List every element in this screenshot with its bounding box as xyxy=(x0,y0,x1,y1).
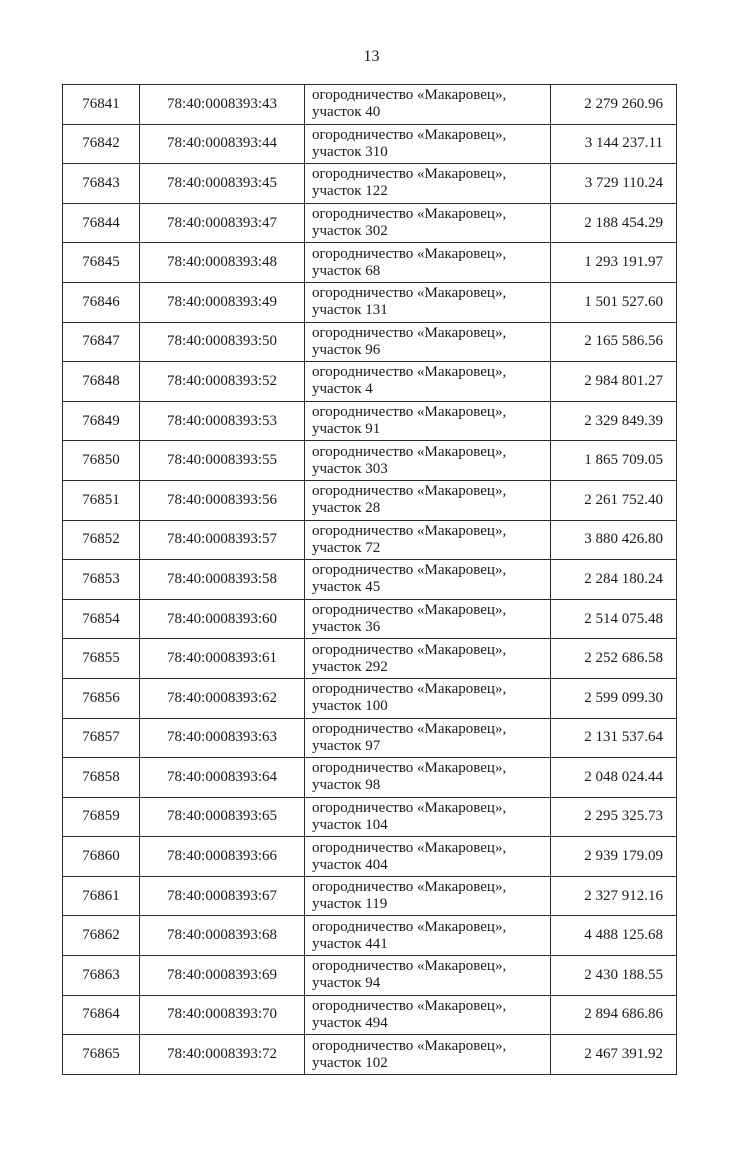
cadastral-value-cell: 2 514 075.48 xyxy=(551,599,677,639)
cadastral-value-cell: 2 279 260.96 xyxy=(551,85,677,125)
table-row xyxy=(63,837,677,877)
table-row xyxy=(63,480,677,520)
address-line-2: участок 97 xyxy=(312,737,381,754)
cadastral-number-cell: 78:40:0008393:58 xyxy=(140,560,305,600)
cadastral-value-cell: 2 284 180.24 xyxy=(551,560,677,600)
table-row xyxy=(63,797,677,837)
cadastral-value-cell: 3 729 110.24 xyxy=(551,164,677,204)
address-cell xyxy=(305,797,551,837)
row-number-cell: 76844 xyxy=(63,203,140,243)
cadastral-value-cell: 2 327 912.16 xyxy=(551,876,677,916)
address-line-1: огородничество «Макаровец», xyxy=(312,443,507,460)
table-row xyxy=(63,876,677,916)
row-number-cell: 76865 xyxy=(63,1035,140,1075)
cadastral-value-cell: 2 939 179.09 xyxy=(551,837,677,877)
address-cell xyxy=(305,876,551,916)
address-line-1: огородничество «Макаровец», xyxy=(312,285,507,302)
address-cell xyxy=(305,124,551,164)
address-line-2: участок 119 xyxy=(312,896,388,913)
address-line-2: участок 45 xyxy=(312,579,381,596)
address-cell xyxy=(305,480,551,520)
page-number: 13 xyxy=(363,48,380,65)
table-row xyxy=(63,639,677,679)
cadastral-value-cell: 4 488 125.68 xyxy=(551,916,677,956)
address-line-1: огородничество «Макаровец», xyxy=(312,602,507,619)
address-line-2: участок 68 xyxy=(312,262,381,279)
address-line-2: участок 404 xyxy=(312,856,388,873)
table-row xyxy=(63,995,677,1035)
row-number-cell: 76843 xyxy=(63,164,140,204)
cadastral-value-cell: 2 329 849.39 xyxy=(551,401,677,441)
address-line-1: огородничество «Макаровец», xyxy=(312,958,507,975)
address-cell xyxy=(305,401,551,441)
address-cell xyxy=(305,282,551,322)
cadastral-number-cell: 78:40:0008393:66 xyxy=(140,837,305,877)
row-number-cell: 76855 xyxy=(63,639,140,679)
cadastral-number-cell: 78:40:0008393:63 xyxy=(140,718,305,758)
cadastral-value-cell: 2 131 537.64 xyxy=(551,718,677,758)
address-line-1: огородничество «Макаровец», xyxy=(312,997,507,1014)
table-row xyxy=(63,124,677,164)
address-line-2: участок 4 xyxy=(312,381,373,398)
address-line-2: участок 28 xyxy=(312,500,381,517)
address-cell xyxy=(305,995,551,1035)
table-row xyxy=(63,362,677,402)
address-cell xyxy=(305,322,551,362)
address-line-1: огородничество «Макаровец», xyxy=(312,839,507,856)
row-number-cell: 76851 xyxy=(63,480,140,520)
cadastral-number-cell: 78:40:0008393:61 xyxy=(140,639,305,679)
cadastral-number-cell: 78:40:0008393:60 xyxy=(140,599,305,639)
address-cell xyxy=(305,243,551,283)
table-row xyxy=(63,678,677,718)
row-number-cell: 76856 xyxy=(63,678,140,718)
cadastral-value-cell: 2 467 391.92 xyxy=(551,1035,677,1075)
cadastral-number-cell: 78:40:0008393:62 xyxy=(140,678,305,718)
address-cell xyxy=(305,678,551,718)
table-row xyxy=(63,599,677,639)
cadastral-value-cell: 2 430 188.55 xyxy=(551,956,677,996)
address-cell xyxy=(305,758,551,798)
address-line-2: участок 94 xyxy=(312,975,381,992)
cadastral-number-cell: 78:40:0008393:50 xyxy=(140,322,305,362)
address-line-2: участок 102 xyxy=(312,1054,388,1071)
cadastral-value-cell: 1 501 527.60 xyxy=(551,282,677,322)
address-line-2: участок 441 xyxy=(312,935,388,952)
address-line-1: огородничество «Макаровец», xyxy=(312,799,507,816)
cadastral-number-cell: 78:40:0008393:67 xyxy=(140,876,305,916)
table-row xyxy=(63,560,677,600)
cadastral-number-cell: 78:40:0008393:69 xyxy=(140,956,305,996)
address-line-1: огородничество «Макаровец», xyxy=(312,364,507,381)
cadastral-value-cell: 3 880 426.80 xyxy=(551,520,677,560)
row-number-cell: 76842 xyxy=(63,124,140,164)
table-row xyxy=(63,243,677,283)
address-cell xyxy=(305,85,551,125)
row-number-cell: 76864 xyxy=(63,995,140,1035)
cadastral-number-cell: 78:40:0008393:68 xyxy=(140,916,305,956)
address-line-2: участок 36 xyxy=(312,619,381,636)
address-line-2: участок 72 xyxy=(312,539,381,556)
row-number-cell: 76858 xyxy=(63,758,140,798)
row-number-cell: 76863 xyxy=(63,956,140,996)
cadastral-value-cell: 2 261 752.40 xyxy=(551,480,677,520)
cadastral-number-cell: 78:40:0008393:48 xyxy=(140,243,305,283)
address-line-2: участок 302 xyxy=(312,223,388,240)
address-cell xyxy=(305,441,551,481)
address-cell xyxy=(305,520,551,560)
address-cell xyxy=(305,560,551,600)
cadastral-number-cell: 78:40:0008393:45 xyxy=(140,164,305,204)
cadastral-number-cell: 78:40:0008393:65 xyxy=(140,797,305,837)
address-line-1: огородничество «Макаровец», xyxy=(312,166,507,183)
cadastral-number-cell: 78:40:0008393:53 xyxy=(140,401,305,441)
address-line-2: участок 104 xyxy=(312,816,388,833)
address-line-1: огородничество «Макаровец», xyxy=(312,126,507,143)
address-cell xyxy=(305,599,551,639)
cadastral-number-cell: 78:40:0008393:57 xyxy=(140,520,305,560)
address-line-1: огородничество «Макаровец», xyxy=(312,522,507,539)
address-line-2: участок 131 xyxy=(312,302,388,319)
cadastral-number-cell: 78:40:0008393:55 xyxy=(140,441,305,481)
address-cell xyxy=(305,203,551,243)
address-line-1: огородничество «Макаровец», xyxy=(312,879,507,896)
cadastral-number-cell: 78:40:0008393:64 xyxy=(140,758,305,798)
address-line-1: огородничество «Макаровец», xyxy=(312,720,507,737)
table-row xyxy=(63,203,677,243)
address-cell xyxy=(305,1035,551,1075)
address-line-1: огородничество «Макаровец», xyxy=(312,245,507,262)
address-line-1: огородничество «Макаровец», xyxy=(312,87,507,104)
cadastral-value-cell: 2 048 024.44 xyxy=(551,758,677,798)
cadastral-value-cell: 1 865 709.05 xyxy=(551,441,677,481)
row-number-cell: 76852 xyxy=(63,520,140,560)
cadastral-value-cell: 2 188 454.29 xyxy=(551,203,677,243)
cadastral-value-cell: 2 984 801.27 xyxy=(551,362,677,402)
row-number-cell: 76862 xyxy=(63,916,140,956)
cadastral-value-cell: 2 894 686.86 xyxy=(551,995,677,1035)
row-number-cell: 76859 xyxy=(63,797,140,837)
address-line-1: огородничество «Макаровец», xyxy=(312,324,507,341)
address-line-2: участок 100 xyxy=(312,698,388,715)
row-number-cell: 76846 xyxy=(63,282,140,322)
address-line-2: участок 91 xyxy=(312,421,381,438)
row-number-cell: 76849 xyxy=(63,401,140,441)
cadastral-value-cell: 2 252 686.58 xyxy=(551,639,677,679)
address-line-1: огородничество «Макаровец», xyxy=(312,1037,507,1054)
row-number-cell: 76848 xyxy=(63,362,140,402)
cadastral-number-cell: 78:40:0008393:47 xyxy=(140,203,305,243)
cadastral-number-cell: 78:40:0008393:43 xyxy=(140,85,305,125)
cadastral-number-cell: 78:40:0008393:70 xyxy=(140,995,305,1035)
address-line-1: огородничество «Макаровец», xyxy=(312,918,507,935)
address-line-2: участок 292 xyxy=(312,658,388,675)
row-number-cell: 76861 xyxy=(63,876,140,916)
cadastral-value-cell: 2 599 099.30 xyxy=(551,678,677,718)
cadastral-value-cell: 2 165 586.56 xyxy=(551,322,677,362)
address-line-1: огородничество «Макаровец», xyxy=(312,483,507,500)
cadastral-number-cell: 78:40:0008393:72 xyxy=(140,1035,305,1075)
cadastral-value-cell: 2 295 325.73 xyxy=(551,797,677,837)
table-row xyxy=(63,401,677,441)
address-cell xyxy=(305,837,551,877)
cadastral-value-table xyxy=(62,84,677,1075)
address-line-1: огородничество «Макаровец», xyxy=(312,562,507,579)
cadastral-number-cell: 78:40:0008393:56 xyxy=(140,480,305,520)
table-row xyxy=(63,758,677,798)
row-number-cell: 76847 xyxy=(63,322,140,362)
address-line-1: огородничество «Макаровец», xyxy=(312,404,507,421)
cadastral-number-cell: 78:40:0008393:52 xyxy=(140,362,305,402)
row-number-cell: 76841 xyxy=(63,85,140,125)
table-row xyxy=(63,1035,677,1075)
address-cell xyxy=(305,916,551,956)
address-cell xyxy=(305,362,551,402)
row-number-cell: 76854 xyxy=(63,599,140,639)
table-row xyxy=(63,718,677,758)
table-row xyxy=(63,85,677,125)
cadastral-number-cell: 78:40:0008393:44 xyxy=(140,124,305,164)
table-body xyxy=(63,85,677,1075)
address-line-2: участок 494 xyxy=(312,1014,388,1031)
address-cell xyxy=(305,164,551,204)
cadastral-value-cell: 1 293 191.97 xyxy=(551,243,677,283)
table-row xyxy=(63,164,677,204)
address-line-2: участок 303 xyxy=(312,460,388,477)
address-cell xyxy=(305,956,551,996)
table-row xyxy=(63,441,677,481)
table-row xyxy=(63,282,677,322)
address-line-2: участок 98 xyxy=(312,777,381,794)
row-number-cell: 76857 xyxy=(63,718,140,758)
cadastral-value-cell: 3 144 237.11 xyxy=(551,124,677,164)
address-line-1: огородничество «Макаровец», xyxy=(312,206,507,223)
address-line-1: огородничество «Макаровец», xyxy=(312,760,507,777)
table-row xyxy=(63,916,677,956)
table-row xyxy=(63,322,677,362)
address-cell xyxy=(305,639,551,679)
table-row xyxy=(63,956,677,996)
address-line-2: участок 122 xyxy=(312,183,388,200)
address-line-1: огородничество «Макаровец», xyxy=(312,681,507,698)
address-cell xyxy=(305,718,551,758)
address-line-2: участок 310 xyxy=(312,143,388,160)
row-number-cell: 76860 xyxy=(63,837,140,877)
address-line-2: участок 96 xyxy=(312,341,381,358)
row-number-cell: 76853 xyxy=(63,560,140,600)
table-row xyxy=(63,520,677,560)
cadastral-number-cell: 78:40:0008393:49 xyxy=(140,282,305,322)
row-number-cell: 76845 xyxy=(63,243,140,283)
address-line-2: участок 40 xyxy=(312,104,381,121)
row-number-cell: 76850 xyxy=(63,441,140,481)
address-line-1: огородничество «Макаровец», xyxy=(312,641,507,658)
